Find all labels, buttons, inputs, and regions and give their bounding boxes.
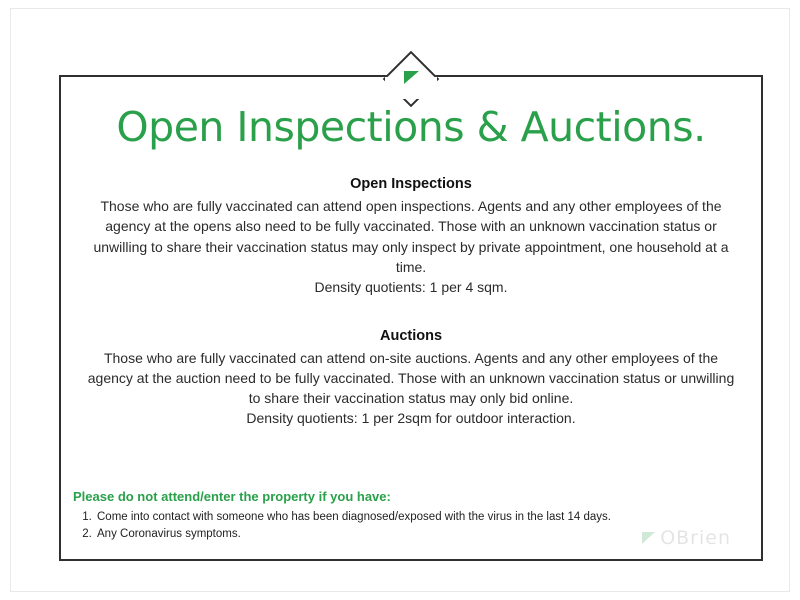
section-auctions [81,328,741,429]
section-heading-open-inspections: Open Inspections [350,176,472,193]
section-body-open-inspections: Those who are fully vaccinated can attend open inspections. Agents and any other employees of the agency at the opens also need to be fully vaccinated. Those with an unknown vaccination status or unwilling to share their vaccination status may only inspect by private appointment, one household at a time. [93,198,729,275]
list-item: 1. Come into contact with someone who has been diagnosed/exposed with the virus in the last 14 days. [95,509,713,526]
brand-flag-icon [404,71,419,84]
footer-title: Please do not attend/enter the property if you have: [73,489,391,504]
watermark-label: OBrien [660,527,731,549]
poster-card [10,8,790,592]
poster-content [81,105,741,429]
page-title: Open Inspections & Auctions. [116,103,706,151]
section-open-inspections [81,176,741,297]
footer-list [73,509,713,544]
footer-notice [73,489,713,544]
watermark [642,527,731,549]
brand-flag-icon [642,532,655,544]
list-item: 2. Any Coronavirus symptoms. [95,526,713,543]
diamond-logo-badge [383,51,439,107]
density-quotient-open-inspections: Density quotients: 1 per 4 sqm. [314,279,508,296]
section-heading-auctions: Auctions [379,327,443,344]
density-quotient-auctions: Density quotients: 1 per 2sqm for outdoor interaction. [246,410,576,427]
section-body-auctions: Those who are fully vaccinated can attend on-site auctions. Agents and any other employees of the agency at the auction need to be fully vaccinated. Those with an unknown vaccination status or unwilling to share their vaccination status may only bid online. [87,349,735,407]
